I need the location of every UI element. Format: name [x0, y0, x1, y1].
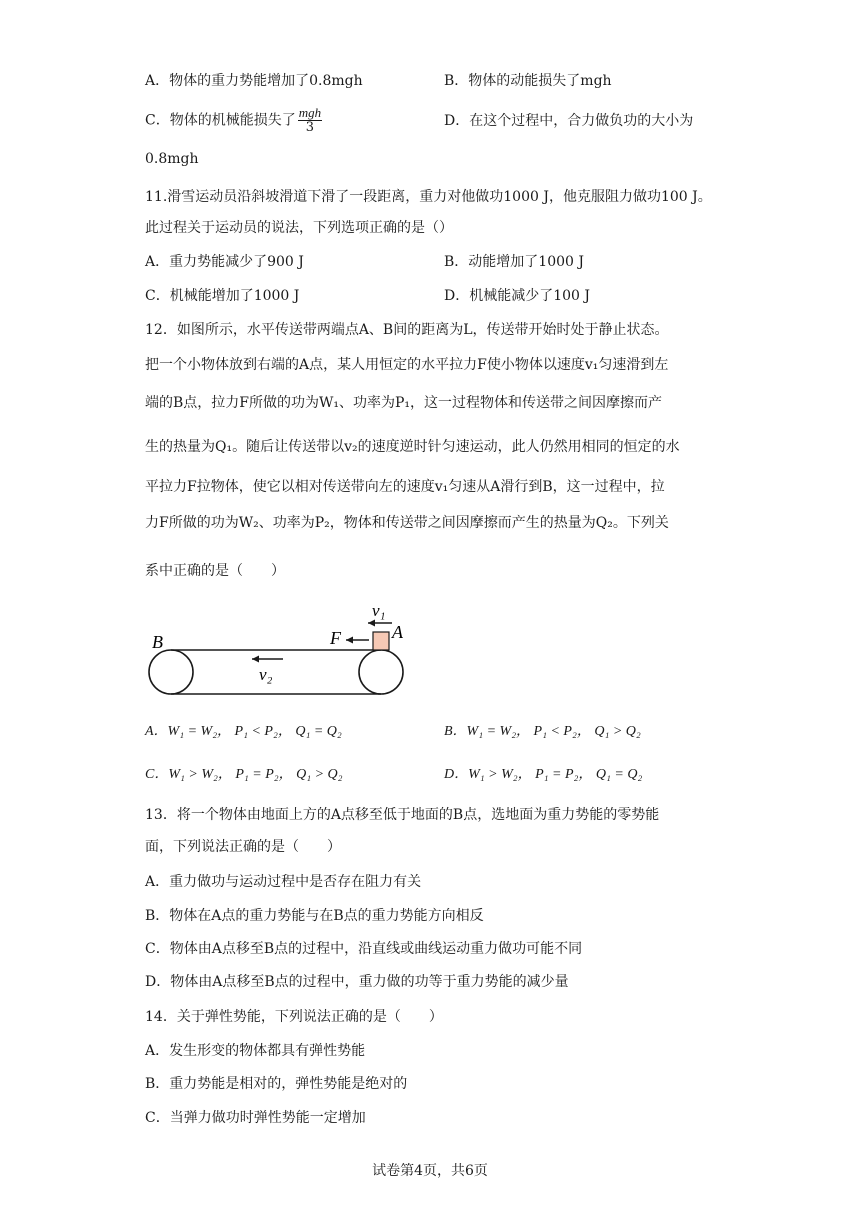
- v2-arrowhead: [252, 656, 259, 663]
- small-block: [373, 632, 389, 650]
- q10-option-b: B．物体的动能损失了mgh: [444, 73, 612, 89]
- fraction-denominator: 3: [305, 120, 315, 135]
- q12-option-a: A．W₁ = W₂， P₁ < P₂， Q₁ = Q₂: [145, 724, 342, 739]
- q11-stem-line2: 此过程关于运动员的说法，下列选项正确的是（）: [145, 220, 453, 236]
- q13-option-a: A．重力做功与运动过程中是否存在阻力有关: [145, 874, 422, 890]
- label-b: B: [152, 632, 163, 652]
- q12-stem-line5: 平拉力F拉物体，使它以相对传送带向左的速度v₁匀速从A滑行到B，这一过程中，拉: [145, 479, 665, 495]
- q12-option-c: C．W₁ > W₂， P₁ = P₂， Q₁ > Q₂: [145, 767, 343, 782]
- q14-option-a: A．发生形变的物体都具有弹性势能: [145, 1043, 366, 1059]
- q10-option-a: A．物体的重力势能增加了0.8mgh: [145, 73, 363, 89]
- q12-option-b: B．W₁ = W₂， P₁ < P₂， Q₁ > Q₂: [444, 724, 641, 739]
- q12-stem-line3: 端的B点，拉力F所做的功为W₁、功率为P₁，这一过程物体和传送带之间因摩擦而产: [145, 395, 663, 411]
- q11-option-c: C．机械能增加了1000 J: [145, 288, 300, 304]
- q14-option-b: B．重力势能是相对的，弹性势能是绝对的: [145, 1076, 408, 1092]
- q14-stem: 14．关于弹性势能，下列说法正确的是（ ）: [145, 1009, 443, 1025]
- label-v1: v₁: [372, 601, 386, 620]
- q12-option-d: D．W₁ > W₂， P₁ = P₂， Q₁ = Q₂: [444, 767, 643, 782]
- conveyor-belt-figure: [140, 596, 420, 706]
- label-a: A: [392, 622, 403, 642]
- q12-stem-line6: 力F所做的功为W₂、功率为P₂，物体和传送带之间因摩擦而产生的热量为Q₂。下列关: [145, 515, 669, 531]
- q10-option-c-fraction: [298, 106, 322, 135]
- q13-option-d: D．物体由A点移至B点的过程中，重力做的功等于重力势能的减少量: [145, 974, 569, 990]
- q12-stem-line7: 系中正确的是（ ）: [145, 563, 285, 579]
- q14-option-c: C．当弹力做功时弹性势能一定增加: [145, 1110, 366, 1126]
- q11-option-d: D．机械能减少了100 J: [444, 288, 591, 304]
- q10-option-d: D．在这个过程中，合力做负功的大小为: [444, 113, 694, 129]
- q12-stem-line1: 12．如图所示，水平传送带两端点A、B间的距离为L，传送带开始时处于静止状态。: [145, 322, 669, 338]
- q10-option-c: [145, 106, 322, 135]
- q11-option-b: B．动能增加了1000 J: [444, 254, 584, 270]
- q12-stem-line4: 生的热量为Q₁。随后让传送带以v₂的速度逆时针匀速运动，此人仍然用相同的恒定的水: [145, 439, 680, 455]
- q10-option-c-text: C．物体的机械能损失了: [145, 112, 296, 129]
- force-arrowhead: [346, 637, 353, 644]
- q11-option-a: A．重力势能减少了900 J: [145, 254, 304, 270]
- q13-stem-line1: 13．将一个物体由地面上方的A点移至低于地面的B点，选地面为重力势能的零势能: [145, 807, 660, 823]
- q12-stem-line2: 把一个小物体放到右端的A点，某人用恒定的水平拉力F使小物体以速度v₁匀速滑到左: [145, 357, 669, 373]
- q13-option-b: B．物体在A点的重力势能与在B点的重力势能方向相反: [145, 908, 484, 924]
- label-v2: v₂: [259, 665, 273, 684]
- q13-stem-line2: 面，下列说法正确的是（ ）: [145, 839, 341, 855]
- q11-stem-line1: 11.滑雪运动员沿斜坡滑道下滑了一段距离，重力对他做功1000 J，他克服阻力做功100 J。: [145, 189, 712, 205]
- page-footer: 试卷第4页，共6页: [372, 1163, 488, 1179]
- fraction-numerator: mgh: [298, 105, 322, 120]
- v1-arrowhead: [368, 620, 375, 627]
- left-pulley: [149, 650, 193, 694]
- q13-option-c: C．物体由A点移至B点的过程中，沿直线或曲线运动重力做功可能不同: [145, 941, 583, 957]
- label-f: F: [330, 628, 341, 648]
- right-pulley: [359, 650, 403, 694]
- q10-option-d-continuation: 0.8mgh: [145, 151, 199, 167]
